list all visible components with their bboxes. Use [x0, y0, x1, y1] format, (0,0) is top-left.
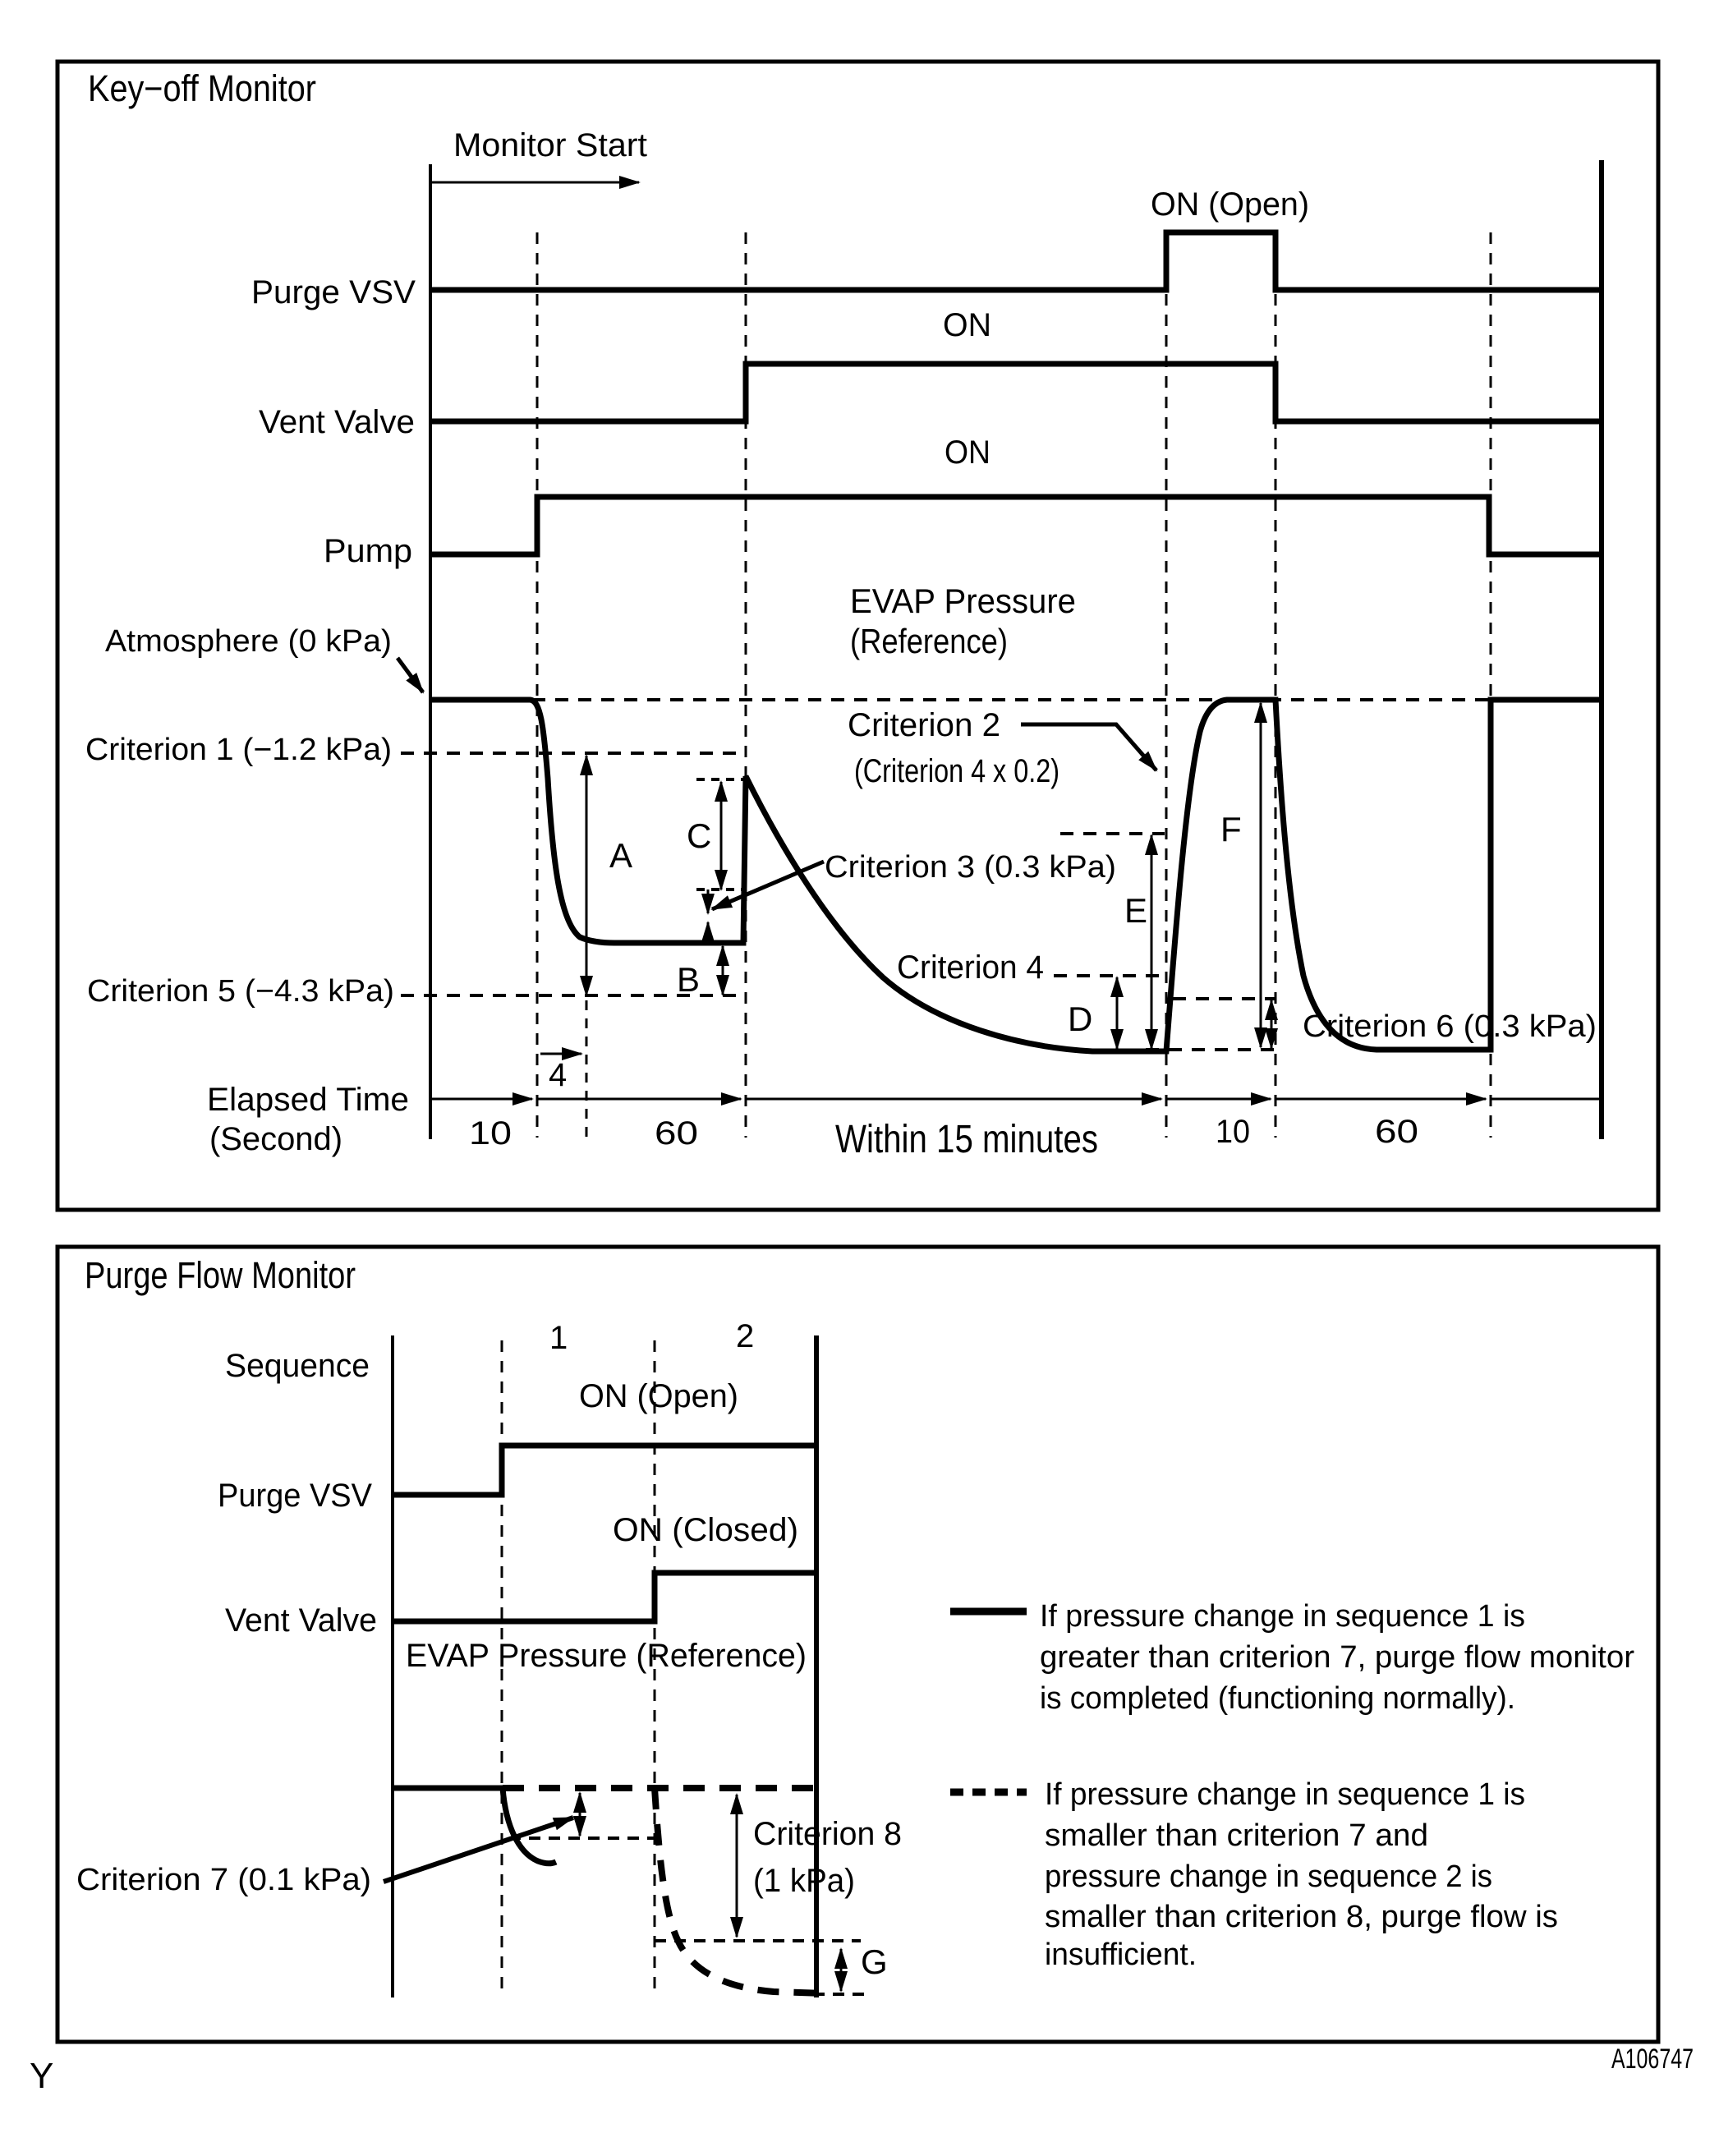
elapsed-time-label-line2: (Second) [209, 1121, 342, 1157]
criterion7-label: Criterion 7 (0.1 kPa) [76, 1863, 371, 1897]
criterion1-label: Criterion 1 (−1.2 kPa) [85, 733, 392, 767]
time-4-label: 4 [549, 1057, 568, 1093]
measure-c-label: C [687, 816, 712, 855]
time-10a-label: 10 [469, 1115, 512, 1152]
purge-vsv-waveform [430, 232, 1602, 290]
criterion2-label-line1: Criterion 2 [848, 707, 1000, 743]
legend-item1-line3: is completed (functioning normally). [1040, 1681, 1515, 1716]
criterion2-label-line2: (Criterion 4 x 0.2) [854, 753, 1059, 789]
sequence-2-label: 2 [736, 1318, 755, 1354]
p1-purge-vsv-label: Purge VSV [251, 274, 416, 310]
monitor-start-label: Monitor Start [453, 127, 647, 163]
criterion6-label: Criterion 6 (0.3 kPa) [1303, 1009, 1597, 1044]
sequence-1-label: 1 [549, 1320, 568, 1356]
p1-evap-label-line2: (Reference) [850, 622, 1008, 660]
criterion8-label-line2: (1 kPa) [753, 1863, 855, 1899]
legend-item2-line1: If pressure change in sequence 1 is [1045, 1777, 1525, 1812]
elapsed-time-label-line1: Elapsed Time [207, 1082, 409, 1118]
page-marker: Y [30, 2056, 54, 2096]
measure-e-label: E [1124, 891, 1148, 930]
criterion7-leader-arrow [384, 1818, 573, 1882]
time-60a-label: 60 [655, 1115, 698, 1152]
p1-vent-valve-label: Vent Valve [259, 404, 415, 440]
legend-item1-line2: greater than criterion 7, purge flow monitor [1040, 1640, 1635, 1675]
pump-on-label: ON [945, 434, 990, 471]
measure-d-label: D [1068, 1000, 1093, 1038]
vent-on-label: ON [943, 307, 991, 343]
time-10b-label: 10 [1216, 1114, 1250, 1150]
vent-valve-waveform [430, 364, 1602, 421]
criterion4-label: Criterion 4 [897, 949, 1044, 986]
time-60b-label: 60 [1375, 1114, 1418, 1150]
p1-pump-label: Pump [324, 533, 412, 569]
p2-on-closed-label: ON (Closed) [613, 1512, 798, 1548]
legend-item2-line2: smaller than criterion 7 and [1045, 1818, 1428, 1853]
atmosphere-leader-arrow [398, 658, 423, 692]
measure-f-label: F [1220, 810, 1242, 848]
criterion5-label: Criterion 5 (−4.3 kPa) [87, 974, 394, 1009]
p1-on-open-label: ON (Open) [1151, 186, 1309, 223]
p2-evap-ref-label: EVAP Pressure (Reference) [406, 1638, 807, 1674]
legend-item2-line5: insufficient. [1045, 1938, 1197, 1972]
p1-evap-label-line1: EVAP Pressure [850, 582, 1076, 620]
time-15min-label: Within 15 minutes [835, 1118, 1098, 1161]
p2-purge-vsv-waveform [393, 1446, 816, 1495]
criterion8-label-line1: Criterion 8 [753, 1816, 902, 1852]
pump-waveform [430, 497, 1602, 554]
legend-item2-line4: smaller than criterion 8, purge flow is [1045, 1900, 1558, 1934]
purgeflow-title: Purge Flow Monitor [85, 1254, 356, 1296]
keyoff-title: Key−off Monitor [88, 67, 317, 109]
criterion3-label: Criterion 3 (0.3 kPa) [825, 850, 1116, 885]
p2-vent-valve-label: Vent Valve [225, 1602, 377, 1639]
measure-b-label: B [677, 960, 701, 999]
p2-purge-vsv-label: Purge VSV [218, 1478, 373, 1514]
legend-item1-line1: If pressure change in sequence 1 is [1040, 1599, 1525, 1634]
measure-a-label: A [609, 836, 633, 875]
sequence-label: Sequence [225, 1348, 370, 1384]
legend-item2-line3: pressure change in sequence 2 is [1045, 1859, 1492, 1894]
atmosphere-label: Atmosphere (0 kPa) [105, 624, 393, 659]
p2-on-open-label: ON (Open) [579, 1378, 738, 1414]
figure-id: A106747 [1611, 2043, 1694, 2075]
measure-g-label: G [861, 1942, 888, 1981]
p2-vent-valve-waveform [393, 1573, 816, 1621]
